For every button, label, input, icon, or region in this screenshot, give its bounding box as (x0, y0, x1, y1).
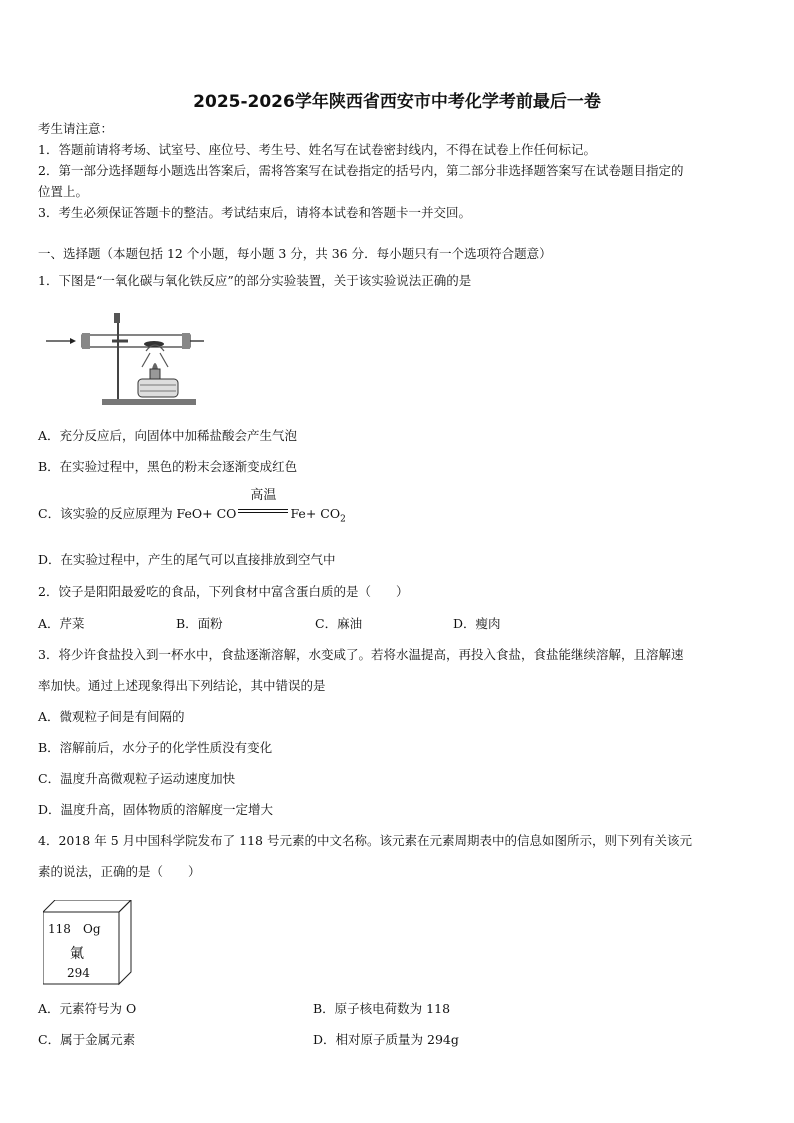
q2-option-d: D．瘦肉 (453, 616, 501, 631)
equals-line-top (238, 509, 288, 510)
periodic-element-cell (43, 900, 153, 990)
q2-option-b: B．面粉 (176, 616, 223, 631)
q3-option-a: A．微观粒子间是有间隔的 (38, 709, 185, 724)
q2-stem: 2．饺子是阳阳最爱吃的食品，下列食材中富含蛋白质的是（ ） (38, 584, 409, 599)
q1-option-c-right: Fe+ CO (290, 506, 341, 521)
equals-line-bottom (238, 512, 288, 513)
q3-option-d: D．温度升高，固体物质的溶解度一定增大 (38, 802, 274, 817)
notice-heading: 考生请注意： (38, 121, 114, 136)
section-heading: 一、选择题（本题包括 12 个小题，每小题 3 分，共 36 分．每小题只有一个选项符合题意） (38, 246, 552, 261)
q3-option-c: C．温度升高微观粒子运动速度加快 (38, 771, 236, 786)
element-atomic-number: 118 (48, 922, 71, 936)
q2-option-c: C．麻油 (315, 616, 363, 631)
q1-option-a: A．充分反应后，向固体中加稀盐酸会产生气泡 (38, 428, 298, 443)
q3-option-b: B．溶解前后，水分子的化学性质没有变化 (38, 740, 273, 755)
q1-option-d: D．在实验过程中，产生的尾气可以直接排放到空气中 (38, 552, 336, 567)
q4-option-a: A．元素符号为 O (38, 1001, 137, 1016)
q3-stem-line1: 3．将少许食盐投入到一杯水中，食盐逐渐溶解，水变咸了。若将水温提高，再投入食盐，食盐能继续溶解，且溶解速 (38, 647, 684, 662)
element-symbol: Og (83, 922, 101, 936)
q1-option-c-left: C．该实验的反应原理为 FeO+ CO (38, 506, 237, 521)
q1-option-c (38, 488, 346, 525)
q4-stem-line2: 素的说法，正确的是（ ） (38, 864, 201, 879)
q1-option-c-subscript: 2 (340, 514, 346, 525)
notice-item-2-cont: 位置上。 (38, 184, 89, 199)
co-fe2o3-apparatus-figure (42, 305, 212, 410)
q4-option-c: C．属于金属元素 (38, 1032, 136, 1047)
element-cube-outline (43, 900, 153, 990)
element-atomic-mass: 294 (67, 966, 90, 980)
notice-item-3: 3．考生必须保证答题卡的整洁。考试结束后，请将本试卷和答题卡一并交回。 (38, 205, 471, 220)
element-name: 氭 (70, 946, 84, 962)
reaction-condition (236, 488, 290, 518)
q2-option-a: A．芹菜 (38, 616, 85, 631)
notice-item-1: 1．答题前请将考场、试室号、座位号、考生号、姓名写在试卷密封线内，不得在试卷上作任何标记。 (38, 142, 596, 157)
q1-stem: 1．下图是“一氧化碳与氧化铁反应”的部分实验装置，关于该实验说法正确的是 (38, 273, 472, 288)
notice-item-2: 2．第一部分选择题每小题选出答案后，需将答案写在试卷指定的括号内，第二部分非选择题答案写在试卷题目指定的 (38, 163, 684, 178)
q1-option-b: B．在实验过程中，黑色的粉末会逐渐变成红色 (38, 459, 298, 474)
q4-stem-line1: 4．2018 年 5 月中国科学院发布了 118 号元素的中文名称。该元素在元素周期表中的信息如图所示，则下列有关该元 (38, 833, 692, 848)
reaction-condition-label: 高温 (250, 488, 277, 503)
q4-option-d: D．相对原子质量为 294g (313, 1032, 459, 1047)
q3-stem-line2: 率加快。通过上述现象得出下列结论，其中错误的是 (38, 678, 326, 693)
page-title: 2025-2026学年陕西省西安市中考化学考前最后一卷 (193, 92, 601, 112)
q4-option-b: B．原子核电荷数为 118 (313, 1001, 451, 1016)
